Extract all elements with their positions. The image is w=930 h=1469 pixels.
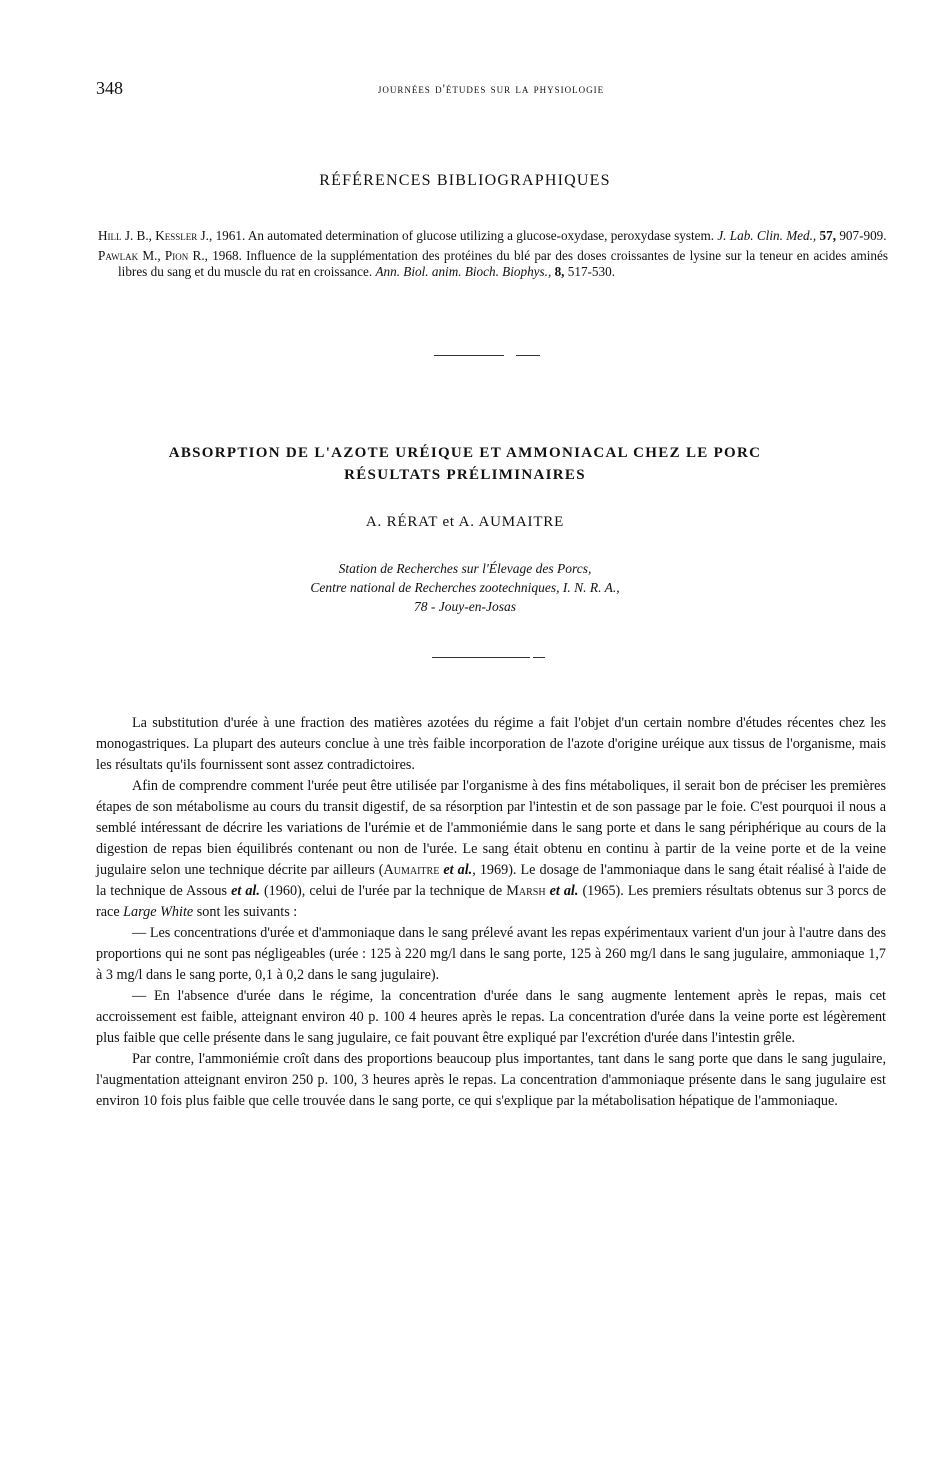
reference-volume: 8,	[554, 264, 565, 279]
references-heading: RÉFÉRENCES BIBLIOGRAPHIQUES	[319, 172, 611, 189]
breed-name: Large White	[123, 904, 194, 920]
section-divider	[434, 355, 504, 356]
journal-title: journées d'études sur la physiologie	[377, 81, 605, 96]
citation-author: Aumaitre	[383, 862, 440, 878]
body-text: sont les suivants :	[196, 904, 298, 920]
reference-year: 1961.	[215, 228, 246, 243]
affiliation-line: 78 - Jouy-en-Josas	[414, 599, 516, 614]
citation-etal: et al.	[549, 883, 579, 899]
reference-authors: Hill J. B., Kessler J.,	[98, 228, 213, 243]
body-text: (1965). Les premiers résultats obtenus sur 3 porcs de race	[96, 883, 887, 920]
article-body	[96, 713, 886, 1112]
citation-etal: et al.	[443, 862, 473, 878]
reference-year: 1968.	[212, 248, 242, 263]
body-paragraph: — En l'absence d'urée dans le régime, la concentration d'urée dans le sang augmente lentement après le repas, mais cet accroissement est faible, atteignant environ 40 p. 100 4 heures après le repas. La concentration d'urée dans la veine porte est légèrement plus faible que celle présente dans le sang jugulaire, ce fait pouvant être expliqué par l'excrétion d'urée dans l'intestin grêle.	[96, 988, 886, 1046]
body-paragraph: — Les concentrations d'urée et d'ammoniaque dans le sang prélevé avant les repas expérimentaux varient d'un jour à l'autre dans des proportions qui ne sont pas négligeables (urée : 125 à 220 mg/l dans le sang porte, 125 à 260 mg/l dans le sang jugulaire, ammoniaque 1,7 à 3 mg/l dans le sang porte, 0,1 à 0,2 dans le sang jugulaire).	[96, 925, 886, 983]
reference-volume: 57,	[819, 228, 837, 243]
author-affiliation	[0, 559, 930, 616]
body-paragraph	[96, 776, 886, 923]
running-head	[96, 78, 886, 102]
affiliation-line: Centre national de Recherches zootechniques, I. N. R. A.,	[310, 580, 620, 595]
reference-journal: J. Lab. Clin. Med.,	[717, 228, 817, 243]
header-divider-short	[533, 657, 545, 658]
body-text: Afin de comprendre comment l'urée peut être utilisée par l'organisme à des fins métaboliques, il serait bon de préciser les premières étapes de son métabolisme au cours du transit digestif, de sa résorption par l'intestin et de son passage par le foie. C'est pourquoi il nous a semblé intéressant de décrire les variations de l'urémie et de l'ammoniémie dans le sang porte et dans le sang périphérique au cours de la digestion de repas bien équilibrés contenant ou non de l'urée. Le sang était obtenu en continu à partir de la veine porte et de la veine jugulaire selon une technique décrite par ailleurs (	[96, 778, 886, 878]
body-text: (1960), celui de l'urée par la technique de	[263, 883, 503, 899]
article-authors: A. RÉRAT et A. AUMAITRE	[365, 514, 565, 530]
page-number: 348	[96, 78, 123, 98]
section-divider-short	[516, 355, 540, 356]
article-title	[0, 442, 930, 486]
references-list	[98, 228, 888, 284]
body-paragraph: La substitution d'urée à une fraction des matières azotées du régime a fait l'objet d'un certain nombre d'études récentes chez les monogastriques. La plupart des auteurs conclue à une très faible incorporation de l'azote d'origine uréique aux tissus de l'organisme, mais les résultats qu'ils fournissent sont assez contradictoires.	[96, 715, 886, 773]
reference-item	[98, 248, 888, 280]
body-paragraph: Par contre, l'ammoniémie croît dans des proportions beaucoup plus importantes, tant dans le sang porte que dans le sang jugulaire, l'augmentation atteignant environ 250 p. 100, 3 heures après le repas. La concentration d'ammoniaque présente dans le sang jugulaire est environ 10 fois plus faible que celle trouvée dans le sang porte, ce qui s'explique par la métabolisation hépatique de l'ammoniaque.	[96, 1051, 886, 1109]
body-text: , 1969). Le dosage de l'ammoniaque dans le sang était réalisé à l'aide de la technique de Assous	[96, 862, 887, 899]
article-subtitle-line: RÉSULTATS PRÉLIMINAIRES	[344, 467, 586, 483]
reference-authors: Pawlak M., Pion R.,	[98, 248, 208, 263]
reference-item	[98, 228, 888, 244]
reference-journal: Ann. Biol. anim. Bioch. Biophys.,	[375, 264, 552, 279]
reference-title: Influence de la supplémentation des protéines du blé par des doses croissantes de lysine sur la teneur en acides aminés libres du sang et du muscle du rat en croissance.	[118, 248, 889, 279]
reference-title: An automated determination of glucose utilizing a glucose-oxydase, peroxydase system.	[247, 228, 715, 243]
article-title-line: ABSORPTION DE L'AZOTE URÉIQUE ET AMMONIACAL CHEZ LE PORC	[168, 445, 762, 461]
reference-pages: 907-909.	[839, 228, 887, 243]
reference-pages: 517-530.	[567, 264, 616, 279]
affiliation-line: Station de Recherches sur l'Élevage des Porcs,	[338, 561, 592, 576]
header-divider	[432, 657, 530, 658]
citation-etal: et al.	[231, 883, 260, 899]
citation-author: Marsh	[506, 883, 546, 899]
